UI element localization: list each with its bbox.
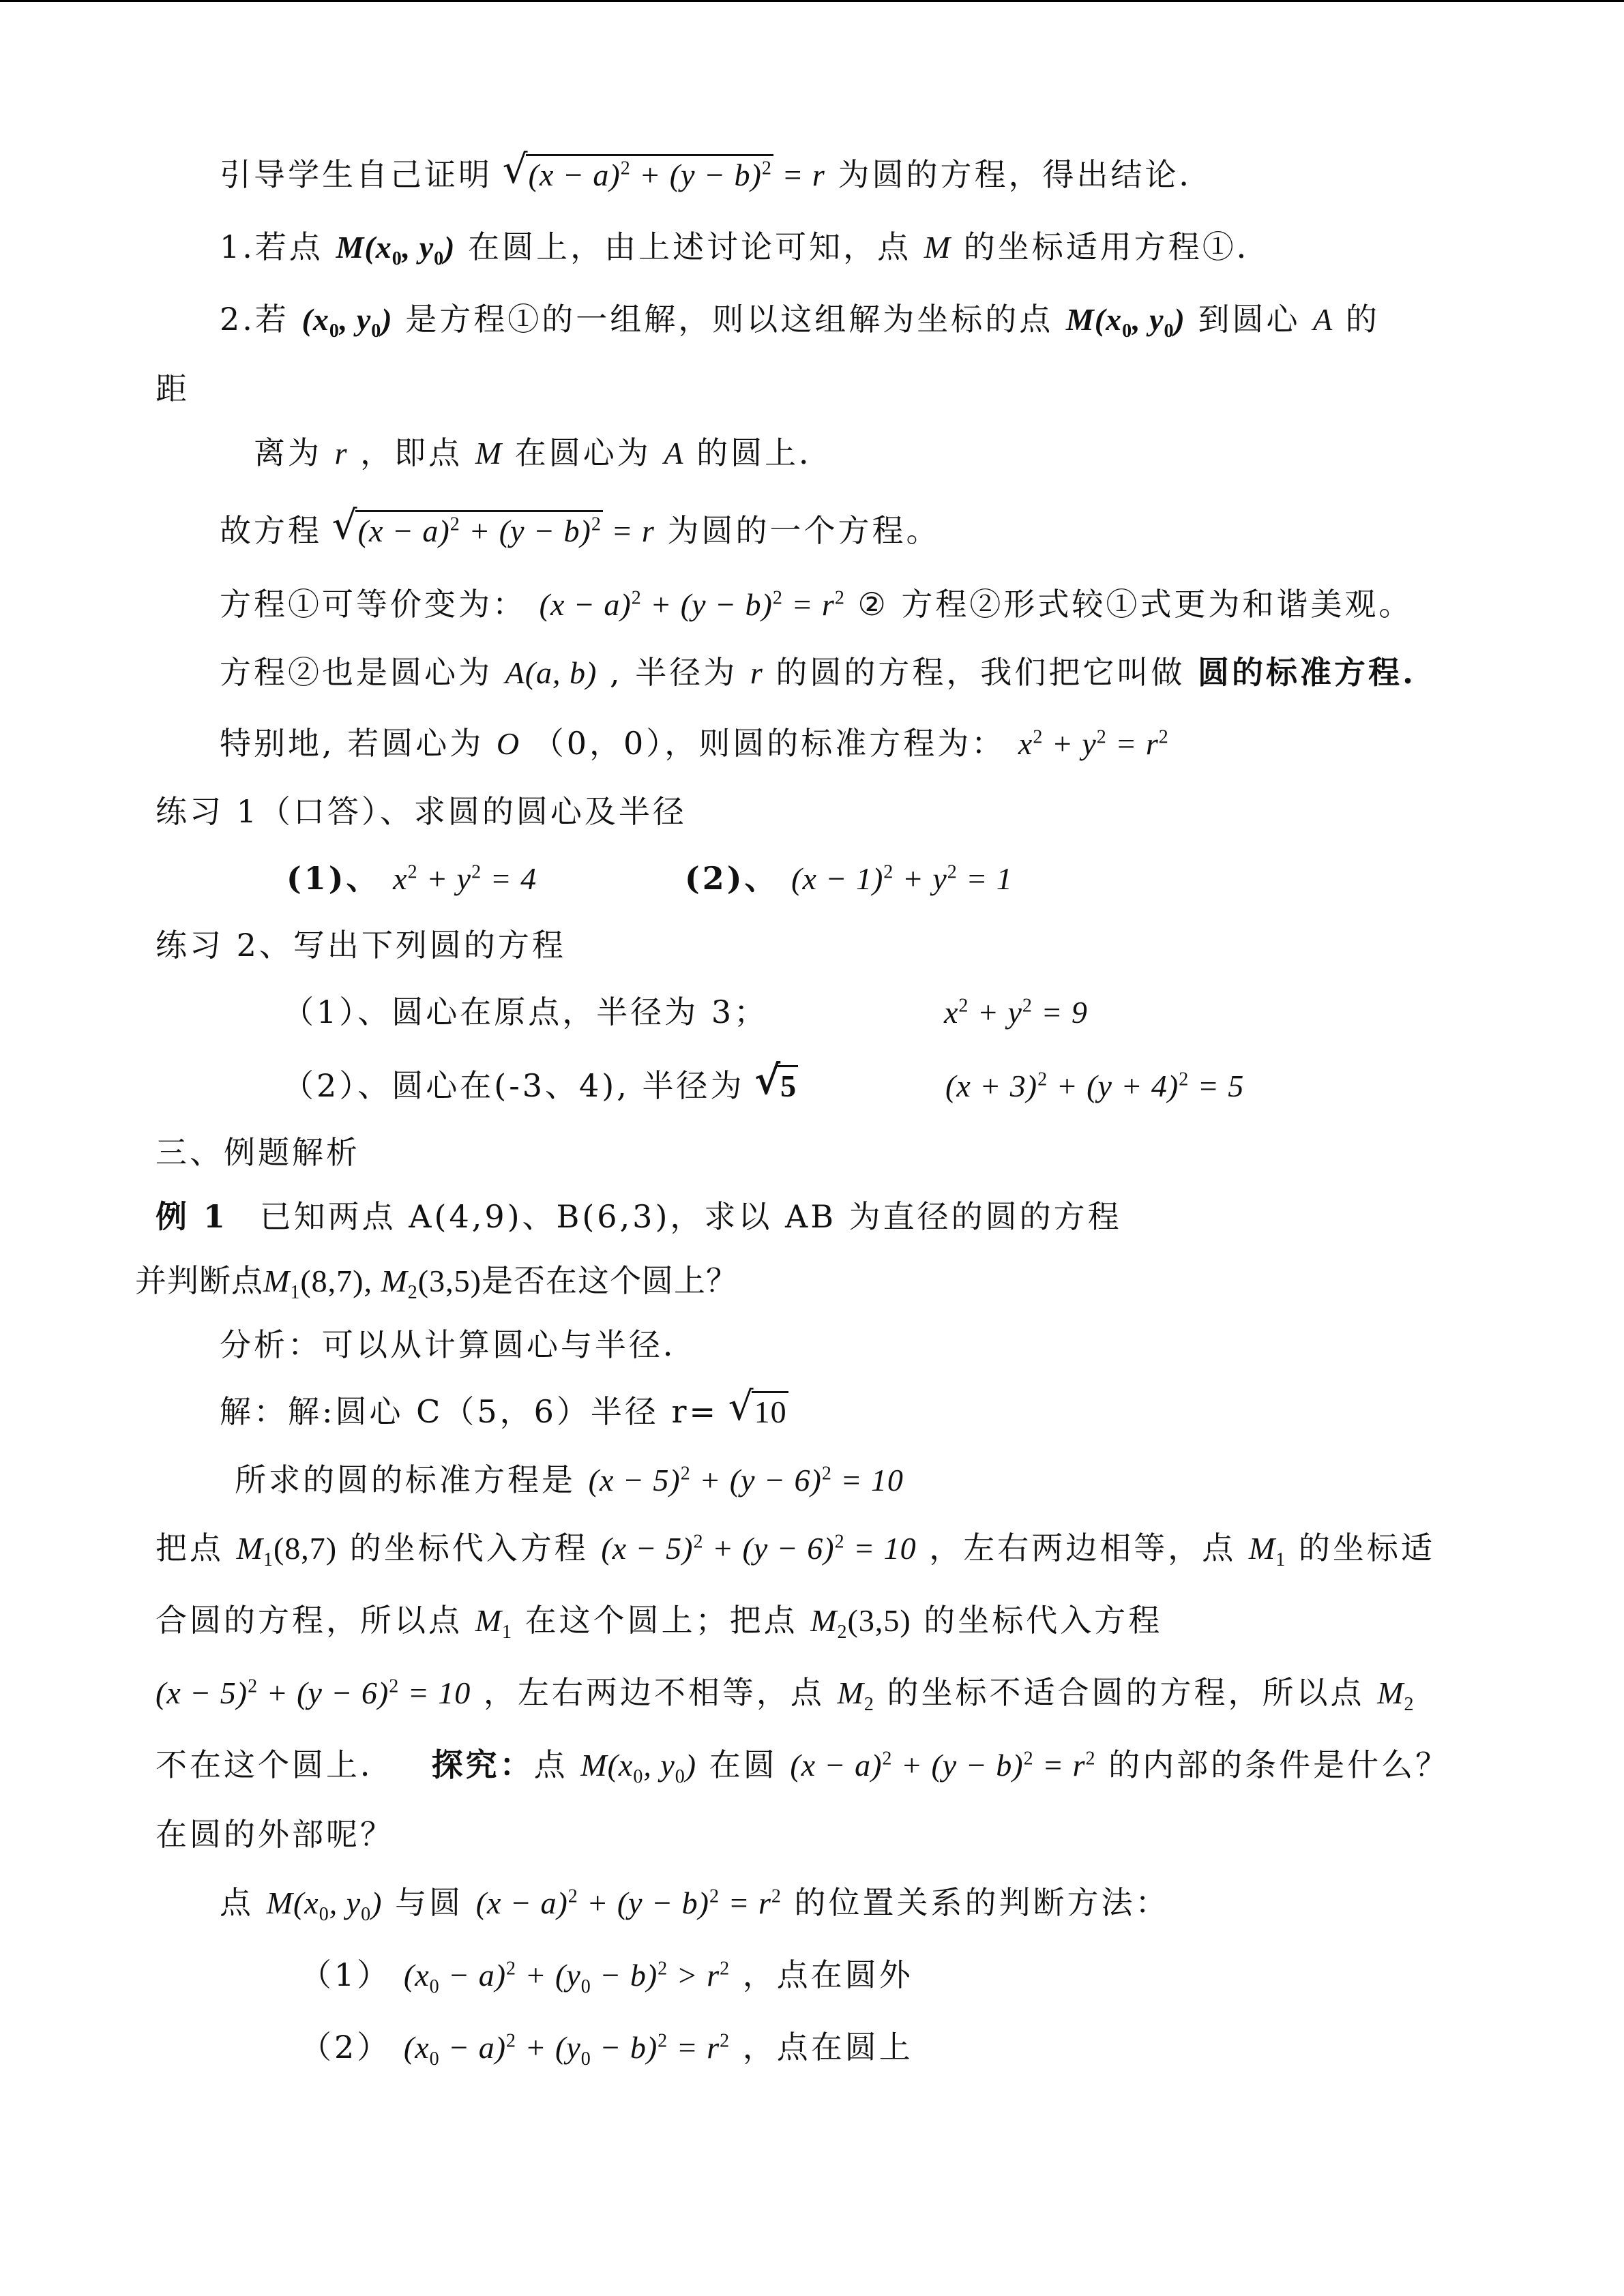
page-top-border — [0, 0, 1624, 2]
text: 在这个圆上；把点 — [525, 1602, 798, 1639]
text: 方程②也是圆心为 — [220, 654, 492, 691]
math-point: $M(x_0$, $y_0$) — [336, 230, 456, 270]
case-2 — [300, 2027, 913, 2068]
line-ju — [156, 368, 190, 409]
text: 三、例题解析 — [156, 1134, 360, 1171]
text: 合圆的方程，所以点 — [156, 1602, 462, 1639]
para-3 — [156, 1672, 1414, 1714]
equation-sqrt: √ 10 — [731, 1395, 788, 1429]
text: ，点在圆上 — [742, 2029, 913, 2066]
exercise-2-title — [156, 925, 566, 966]
text: , 半径为 — [610, 654, 738, 691]
text: 特别地, 若圆心为 — [220, 725, 484, 762]
math-var: r — [750, 655, 763, 690]
line-1 — [220, 226, 1271, 268]
text: 不在这个圆上． — [156, 1746, 394, 1783]
line-li — [254, 432, 833, 474]
equation-standard: $(x - a)^2 + (y - b)^2 = r^2$ — [475, 1885, 782, 1920]
math-point: $M(x_0$, $y_0$) — [1065, 302, 1185, 342]
equation-standard: $(x - a)^2 + (y - b)^2 = r^2$ — [790, 1748, 1096, 1783]
text: 例 1 — [156, 1198, 228, 1235]
equation: $x^2 + y^2 = r^2$ — [1018, 726, 1169, 761]
exercise-2-answer-1 — [944, 992, 1088, 1033]
text: 分析：可以从计算圆心与半径． — [220, 1326, 697, 1363]
text: 把点 — [156, 1530, 224, 1566]
equation-sqrt: √ $(x - a)^2 + (y - b)^2 = r$ — [505, 158, 825, 192]
text: 练习 2、写出下列圆的方程 — [156, 927, 566, 964]
exercise-1-item-2 — [685, 858, 1013, 899]
para-5 — [156, 1814, 394, 1855]
example-1 — [156, 1196, 1122, 1237]
equation-sqrt: √ $(x - a)^2 + (y - b)^2 = r$ — [335, 513, 655, 548]
equation: $(x_0 - a)^2 + (y_0 - b)^2 = r^2$ — [403, 2030, 730, 2070]
equation-sqrt: √ 5 — [757, 1069, 798, 1103]
math-var: $M_1$ — [1248, 1531, 1286, 1571]
math-var: O — [496, 726, 520, 761]
analysis — [220, 1324, 697, 1365]
line-special — [220, 723, 1169, 764]
math-var: A — [1313, 302, 1333, 337]
math-center: A(a, b) — [505, 655, 597, 690]
math-var: A — [664, 436, 684, 471]
text: 的 — [1345, 301, 1380, 338]
math-point: $M(x_0$, $y_0$) — [266, 1885, 383, 1926]
section-3-title — [156, 1132, 360, 1173]
text: 引导学生自己证明 — [220, 156, 492, 193]
text: 在圆 — [709, 1746, 778, 1783]
text: 与圆 — [395, 1884, 464, 1921]
line-2 — [220, 299, 1380, 340]
math-points: $M_1(8,7)$, $M_2(3,5)$ — [263, 1264, 482, 1304]
text: （1） — [300, 1956, 392, 1993]
math-var: M — [475, 436, 503, 471]
text: 的坐标适 — [1298, 1530, 1435, 1566]
text: ② 方程②形式较①式更为和谐美观。 — [857, 586, 1413, 623]
exercise-2-answer-2 — [945, 1065, 1244, 1107]
math-point: $M_2(3,5)$ — [810, 1603, 911, 1643]
text: 故方程 — [220, 512, 322, 549]
case-1 — [300, 1954, 913, 1996]
equation: $(x - 5)^2 + (y - 6)^2 = 10$ — [601, 1531, 917, 1566]
solution — [220, 1391, 788, 1433]
math-var: $M_2$ — [837, 1675, 874, 1716]
text: 练习 1（口答）、求圆的圆心及半径 — [156, 793, 687, 830]
text: 解：解:圆心 C（5，6）半径 r= — [220, 1393, 719, 1430]
equation: $x^2 + y^2 = 4$ — [393, 861, 537, 896]
line-prove — [220, 154, 1213, 196]
text: 的位置关系的判断方法： — [794, 1884, 1170, 1921]
text: 2.若 — [220, 301, 289, 338]
line-therefore — [220, 510, 940, 552]
text: 在圆心为 — [514, 434, 651, 471]
text: 的坐标代入方程 — [349, 1530, 589, 1566]
term-standard-equation: 圆的标准方程. — [1198, 654, 1417, 691]
text: 的坐标代入方程 — [924, 1602, 1163, 1639]
text: 的圆上． — [696, 434, 833, 471]
text: 方程①可等价变为： — [220, 586, 527, 623]
text: （0，0），则圆的标准方程为： — [532, 725, 1006, 762]
text: （2） — [300, 2029, 392, 2066]
exercise-2-item-1 — [282, 992, 768, 1032]
equation: $(x - 1)^2 + y^2 = 1$ — [791, 861, 1013, 896]
text: 的圆的方程，我们把它叫做 — [776, 654, 1185, 691]
math-var: $M_1$ — [475, 1603, 512, 1643]
text: （1）、圆心在原点，半径为 3； — [282, 994, 769, 1030]
equation-standard: $(x - a)^2 + (y - b)^2 = r^2$ — [539, 587, 845, 622]
text: 1.若点 — [220, 228, 323, 265]
text: 的内部的条件是什么？ — [1108, 1746, 1450, 1783]
math-var: r — [334, 436, 348, 471]
para-2 — [156, 1600, 1162, 1641]
text: 的坐标不适合圆的方程，所以点 — [887, 1674, 1365, 1711]
text: ，点在圆外 — [742, 1956, 913, 1993]
text: 所求的圆的标准方程是 — [235, 1461, 576, 1498]
text: ，左右两边不相等，点 — [483, 1674, 825, 1711]
example-1-cont — [135, 1260, 738, 1302]
math-point: $M(x_0$, $y_0$) — [580, 1748, 697, 1788]
equation: $x^2 + y^2 = 9$ — [944, 995, 1088, 1030]
text: ，左右两边相等，点 — [929, 1530, 1237, 1566]
text: 为圆的一个方程。 — [667, 512, 941, 549]
text: 点 — [533, 1746, 568, 1783]
exercise-1-title — [156, 791, 687, 832]
equation: $(x + 3)^2 + (y + 4)^2 = 5$ — [945, 1069, 1245, 1103]
text: （2）、圆心在(-3、4), 半径为 — [282, 1067, 745, 1104]
line-equiv — [220, 584, 1413, 625]
text: 点 — [220, 1884, 254, 1921]
equation: $(x - 5)^2 + (y - 6)^2 = 10$ — [156, 1675, 471, 1710]
text: 在圆的外部呢？ — [156, 1816, 394, 1853]
term-explore: 探究： — [431, 1746, 534, 1783]
text: 离为 — [254, 434, 322, 471]
text: 到圆心 — [1198, 301, 1301, 338]
text: (2)、 — [685, 860, 779, 897]
text: 在圆上，由上述讨论可知，点 — [468, 228, 912, 265]
math-point: $M_1(8,7)$ — [236, 1531, 338, 1571]
solution-2 — [235, 1459, 904, 1501]
para-1 — [156, 1527, 1435, 1569]
equation: $(x - 5)^2 + (y - 6)^2 = 10$ — [588, 1463, 904, 1497]
math-var: M — [924, 230, 951, 265]
text: 距 — [156, 370, 190, 407]
text: 是否在这个圆上？ — [481, 1262, 738, 1299]
line-standard — [220, 652, 1416, 694]
math-pair: ($x_0$, $y_0$) — [301, 302, 393, 342]
text: 是方程①的一组解，则以这组解为坐标的点 — [405, 301, 1054, 338]
exercise-2-item-2 — [282, 1065, 798, 1107]
inequality: $(x_0 - a)^2 + (y_0 - b)^2 > r^2$ — [403, 1958, 730, 1998]
text: 为圆的方程，得出结论． — [838, 156, 1213, 193]
text: 的坐标适用方程①． — [963, 228, 1271, 265]
para-4 — [156, 1744, 1449, 1786]
text: 已知两点 A(4,9)、B(6,3)，求以 AB 为直径的圆的方程 — [259, 1198, 1122, 1235]
text: (1)、 — [286, 860, 381, 897]
text: 并判断点 — [135, 1262, 263, 1299]
para-6 — [220, 1882, 1170, 1924]
text: ，即点 — [360, 434, 463, 471]
exercise-1-items — [286, 858, 537, 899]
math-var: $M_2$ — [1377, 1675, 1415, 1716]
